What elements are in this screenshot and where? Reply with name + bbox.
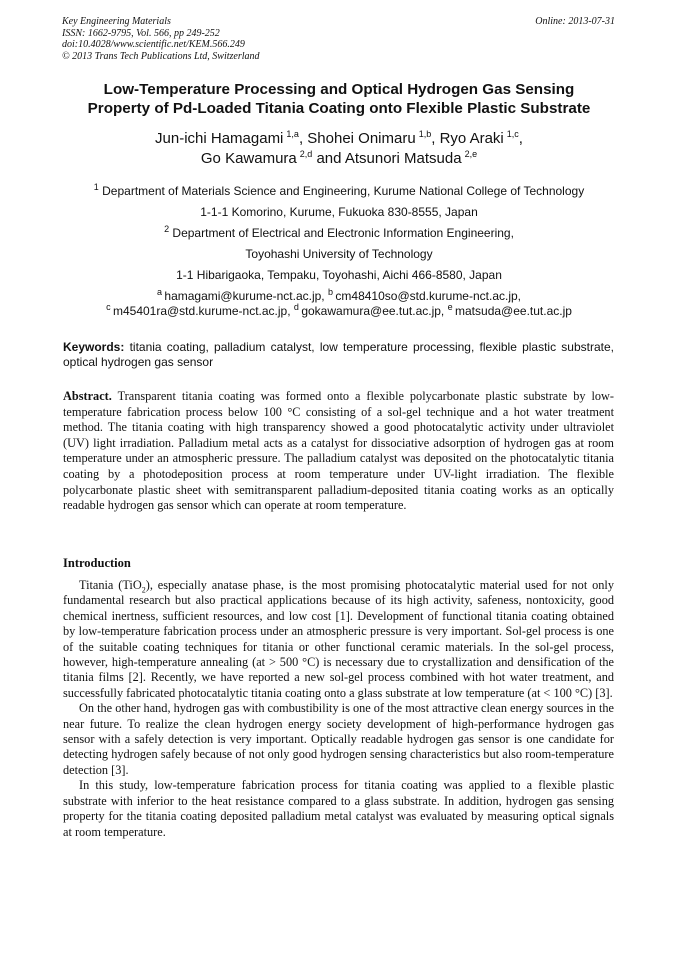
author-and: and [316,150,342,167]
author-name: Jun-ichi Hamagami [155,130,284,147]
emails-line-1 [40,289,638,304]
intro-text: Titania (TiO [79,578,142,592]
intro-text: ), especially anatase phase, is the most promising photocatalytic material used for not only fundamental research but also practical applications because of its high activity, safeness, nontoxicity, good chemical inertness, sufficient resources, and low cost [1]. Development of functional titania coating obtained by low-temperature fabrication process under an atmospheric pressure is very important. Sol-gel process is one of the suitable coating techniques for titania or other functional ceramic materials. In the sol-gel process, however, high-temperature annealing (at > 500 °C) is necessary due to crystallization and densification of the titania films [2]. Recently, we have reported a new sol-gel process combined with hot water treatment, and successfully fabricated photocatalytic titania coating onto a glass substrate at low temperature (at < 100 °C) [3]. [63,578,614,700]
affil-mark: 2 [164,224,170,234]
affiliation-1-line-2: 1-1-1 Komorino, Kurume, Fukuoka 830-8555, Japan [200,205,478,219]
author-affil-mark: 1,c [506,129,519,139]
email-mark: b [327,287,333,297]
online-date: Online: 2013-07-31 [535,16,615,27]
author-affil-mark: 2,d [299,149,313,159]
author-affil-mark: 2,e [464,149,478,159]
authors-line-1: Jun-ichi Hamagami $^{1,a}$, Shohei Onimaru $^{1,b}$, Ryo Araki $^{1,c}$, [155,129,523,147]
affiliations [40,181,638,286]
author-emails [40,289,638,319]
author-affil-mark: 1,b [418,129,432,139]
journal-header [62,16,260,62]
intro-paragraph-3: In this study, low-temperature fabrication process for titania coating was applied to a flexible plastic substrate with inferior to the heat resistance compared to a glass substrate. In addition, hydrogen gas sensing property for the titania coating deposited palladium metal catalyst was evaluated by measuring optical signals at room temperature. [63,778,614,839]
journal-doi[interactable]: doi:10.4028/www.scientific.net/KEM.566.249 [62,39,245,50]
email-mark: c [106,302,111,312]
email-mark: e [447,302,453,312]
email-mark: a [156,287,162,297]
subscript: 2 [141,585,146,595]
title-line-2: Property of Pd-Loaded Titania Coating onto Flexible Plastic Substrate [87,100,591,117]
affiliation-2-line-3: 1-1 Hibarigaoka, Tempaku, Toyohashi, Aichi 466-8580, Japan [176,268,502,282]
author-list [40,129,638,169]
keywords-text: titania coating, palladium catalyst, low temperature processing, flexible plastic substrate, optical hydrogen gas sensor [63,340,614,369]
abstract-section [63,389,614,514]
abstract-text: Transparent titania coating was formed onto a flexible polycarbonate plastic substrate by low-temperature fabrication process below 100 °C consisting of a sol-gel technique and a hot water treatment method. The titania coating with high transparency showed a good photocatalytic activity under ultraviolet (UV) light irradiation. Palladium metal acts as a catalyst for dissociative adsorption of hydrogen gas at room temperature under an atmospheric pressure. The palladium catalyst was deposited on the photocatalytic titania coating by a photodeposition process at room temperature under UV-light irradiation. The flexible polycarbonate plastic sheet with semitransparent palladium-deposited titania coating works as an optically readable hydrogen gas sensor which can operate at room temperature. [63,389,614,513]
author-affil-mark: 1,a [286,129,299,139]
affiliation-text: Department of Materials Science and Engineering, Kurume National College of Technology [102,184,585,198]
authors-line-2 [40,149,638,169]
journal-issn: ISSN: 1662-9795, Vol. 566, pp 249-252 [62,27,220,39]
emails-line-2 [40,304,638,319]
author-name: Go Kawamura [200,150,297,167]
email-link[interactable]: cm48410so@std.kurume-nct.ac.jp, [335,289,522,303]
intro-paragraph-2: On the other hand, hydrogen gas with combustibility is one of the most attractive clean energy sources in the near future. To realize the clean hydrogen energy society development of high-performance hydrogen gas sensor with a safely detection is very important. Optically readable hydrogen gas sensor is one candidate for detecting hydrogen safely because of not only good hydrogen sensing characteristics but also room-temperature detection [3]. [63,701,614,777]
author-name: Ryo Araki [439,130,504,147]
abstract-label: Abstract. [63,389,112,403]
author-name: Shohei Onimaru [307,130,416,147]
email-link[interactable]: gokawamura@ee.tut.ac.jp, [301,304,445,318]
email-link[interactable]: m45401ra@std.kurume-nct.ac.jp, [112,304,291,318]
journal-copyright: © 2013 Trans Tech Publications Ltd, Switzerland [62,50,260,62]
introduction-body [63,578,614,840]
journal-name: Key Engineering Materials [62,16,171,27]
affiliation-2-line-2: Toyohashi University of Technology [245,247,433,261]
author-name: Atsunori Matsuda [344,150,462,167]
affiliation-2-line-1 [40,223,638,244]
email-mark: d [293,302,299,312]
intro-paragraph-1 [63,578,614,701]
keywords-section [63,340,614,370]
introduction-heading: Introduction [63,556,131,570]
email-link[interactable]: hamagami@kurume-nct.ac.jp, [164,289,325,303]
affiliation-text: Department of Electrical and Electronic Information Engineering, [172,226,514,240]
email-link[interactable]: matsuda@ee.tut.ac.jp [455,304,572,318]
title-line-1: Low-Temperature Processing and Optical Hydrogen Gas Sensing [103,81,575,98]
affil-mark: 1 [93,182,99,192]
affiliation-1-line-1 [40,181,638,202]
keywords-label: Keywords: [63,340,125,354]
paper-title [40,80,638,118]
